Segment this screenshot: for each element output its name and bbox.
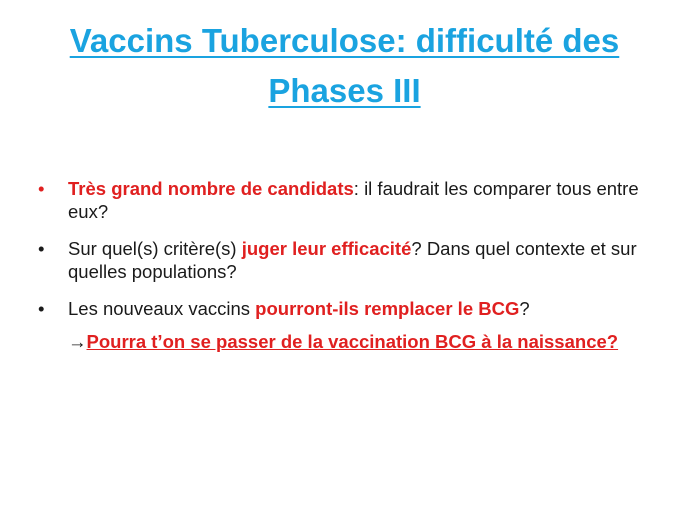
bullet-item-criteria [38, 237, 658, 283]
slide-title [20, 16, 669, 116]
bullet-marker: • [38, 178, 45, 199]
bullet-text: : il faudrait les comparer tous entre eux? [68, 178, 639, 222]
title-line-2: Phases III [268, 72, 421, 109]
bullet-text: ? [519, 298, 530, 319]
sub-point [38, 330, 658, 353]
bullet-marker: • [38, 298, 45, 319]
arrow-icon: → [68, 331, 87, 352]
bullet-highlight: juger leur efficacité [241, 238, 412, 259]
bullet-text: ? Dans quel contexte et sur quelles populations? [68, 238, 637, 282]
bullet-text-before: Les nouveaux vaccins [68, 298, 256, 319]
sub-point-text: Pourra t’on se passer de la vaccination BCG à la naissance? [86, 331, 619, 352]
title-line-1: Vaccins Tuberculose: difficulté des [69, 22, 620, 59]
bullet-highlight: Très grand nombre de candidats [68, 178, 354, 199]
bullet-text-before: Sur quel(s) critère(s) [68, 238, 242, 259]
bullet-highlight: pourront-ils remplacer le BCG [255, 298, 520, 319]
bullet-marker: • [38, 238, 45, 259]
bullet-list [38, 177, 658, 353]
bullet-item-bcg [38, 297, 658, 320]
bullet-item-candidates [38, 177, 658, 223]
